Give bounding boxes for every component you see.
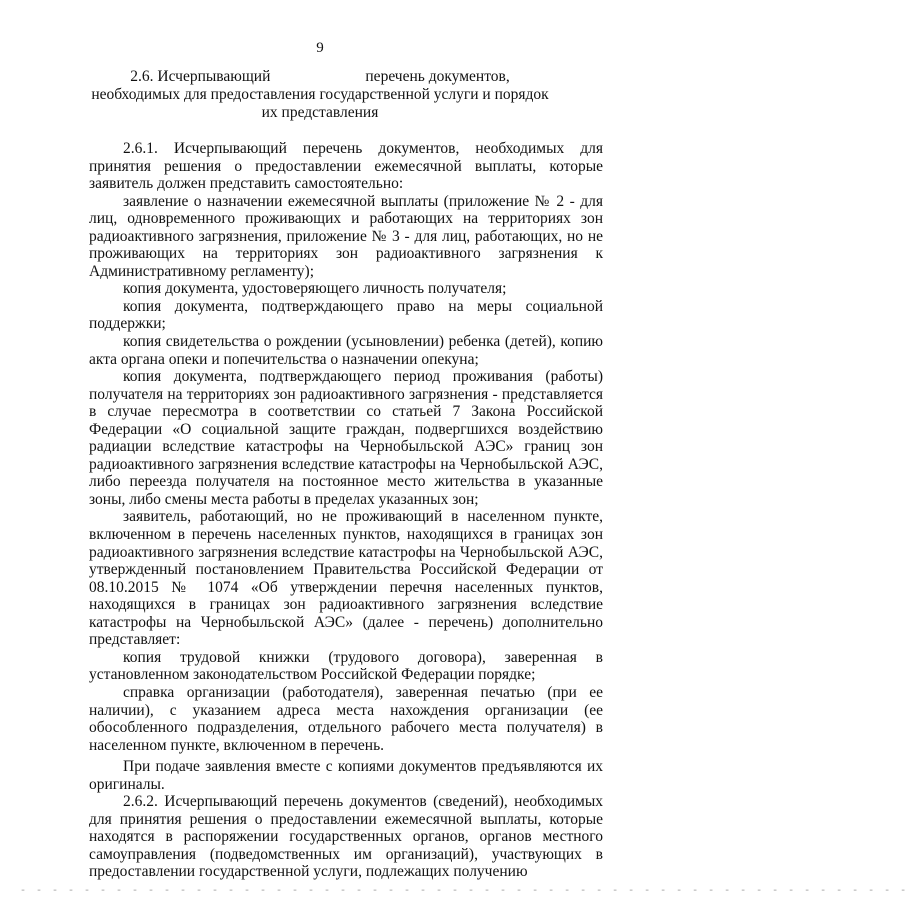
paragraph-id-copy: копия документа, удостоверяющего личность получателя; (123, 280, 507, 298)
paragraph-workbook-copy: копия трудовой книжки (трудового договора), заверенная в установленном законодательством Российской Федерации порядке; (89, 648, 603, 684)
heading-part-right: перечень документов, (365, 68, 510, 85)
heading-line-1 (0, 68, 640, 86)
paragraph-originals: При подаче заявления вместе с копиями документов предъявляются их оригиналы. (89, 758, 603, 793)
paragraph-birth-certificate: копия свидетельства о рождении (усыновлении) ребенка (детей), копию акта органа опеки и попечительства о назначении опекуна; (89, 333, 603, 368)
heading-line-2: необходимых для предоставления государственной услуги и порядок (91, 86, 549, 103)
paragraph-2-6-1: 2.6.1. Исчерпывающий перечень документов, необходимых для принятия решения о предоставлении ежемесячной выплаты, которые заявитель должен представить самостоятельно: (89, 140, 603, 193)
heading-part-left: 2.6. Исчерпывающий (130, 68, 271, 85)
document-body (89, 140, 603, 881)
paragraph-working-applicant: заявитель, работающий, но не проживающий в населенном пункте, включенном в перечень населенных пунктов, находящихся в границах зон радиоактивного загрязнения вследствие катастрофы на Чернобыльской АЭС, утвержденный постановлением Правительства Российской Федерации от 08.10.2015 № 1074 «Об утверждении перечня населенных пунктов, находящихся в границах зон радиоактивного загрязнения вследствие катастрофы на Чернобыльской АЭС» (далее - перечень) дополнительно представляет: (89, 508, 603, 649)
paragraph-application: заявление о назначении ежемесячной выплаты (приложение № 2 - для лиц, одновременного проживающих и работающих на территориях зон радиоактивного загрязнения, приложение № 3 - для лиц, работающих, но не проживающих на территориях зон радиоактивного загрязнения к Административному регламенту); (89, 192, 603, 280)
paragraph-employer-certificate: справка организации (работодателя), заверенная печатью (при ее наличии), с указанием адреса места нахождения организации (ее обособленного подразделения, отдельного рабочего места получателя) в населенном пункте, включенном в перечень. (89, 683, 603, 754)
paragraph-2-6-2: 2.6.2. Исчерпывающий перечень документов (сведений), необходимых для принятия решения о предоставлении ежемесячной выплаты, которые находятся в распоряжении государственных органов, органов местного самоуправления (подведомственных им организаций), участвующих в предоставлении государственной услуги, подлежащих получению (89, 793, 603, 881)
paragraph-residence-period: копия документа, подтверждающего период проживания (работы) получателя на территориях зон радиоактивного загрязнения - представляется в случае пересмотра в соответствии со статьей 7 Закона Российской Федерации «О социальной защите граждан, подвергшихся воздействию радиации вследствие катастрофы на Чернобыльской АЭС» границ зон радиоактивного загрязнения вследствие катастрофы на Чернобыльской АЭС, либо переезда получателя на постоянное место жительства в указанные зоны, либо смены места работы в пределах указанных зон; (89, 368, 603, 508)
page-bottom-dashes: - - - - - - - - - - - - - - - - - - - - - - - - - - - - - - - - - - - - - - - - - - - - - - - - - - - - - - - - (20, 886, 908, 897)
heading-line-3: их представления (261, 104, 379, 121)
section-heading (0, 68, 640, 122)
page-number: 9 (316, 40, 324, 56)
paragraph-support-right-copy: копия документа, подтверждающего право на меры социальной поддержки; (89, 297, 603, 333)
